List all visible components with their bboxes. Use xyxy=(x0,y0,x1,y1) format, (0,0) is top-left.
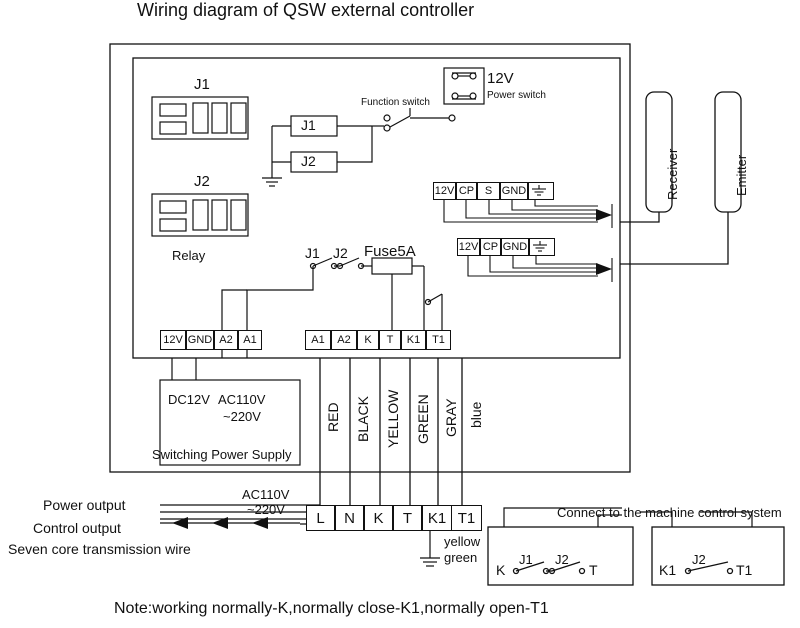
row2-terminal-cp[interactable]: CP xyxy=(480,238,501,256)
label-j2-block: J2 xyxy=(194,173,210,190)
label-j1-coil: J1 xyxy=(301,117,316,133)
right-terminal-a1[interactable]: A1 xyxy=(305,330,331,350)
label-fuse: Fuse5A xyxy=(364,243,416,260)
row2-terminal-12v[interactable]: 12V xyxy=(457,238,480,256)
label-power-switch: Power switch xyxy=(487,90,546,101)
label-yellow-wire: yellow xyxy=(444,534,481,549)
footer-note: Note:working normally-K,normally close-K1,normally open-T1 xyxy=(114,600,549,617)
row1-terminal-12v[interactable]: 12V xyxy=(433,182,456,200)
contact-box-2-left: K1 xyxy=(659,562,677,578)
wire-label-blue: blue xyxy=(468,401,484,428)
label-connect-machine: Connect to the machine control system xyxy=(557,505,782,520)
label-ac110v: AC110V xyxy=(218,392,266,407)
wire-label-black: BLACK xyxy=(355,396,371,442)
label-ac220v-bottom: ~220V xyxy=(247,502,285,517)
page-title: Wiring diagram of QSW external controller xyxy=(137,0,475,20)
row2-terminal-gnd[interactable]: GND xyxy=(501,238,529,256)
wire-label-green: GREEN xyxy=(415,394,431,444)
output-terminal-n[interactable]: N xyxy=(335,505,364,531)
wire-label-red: RED xyxy=(325,402,341,432)
label-j2-coil: J2 xyxy=(301,153,316,169)
label-receiver: Receiver xyxy=(665,148,680,200)
label-ac110v-bottom: AC110V xyxy=(242,487,290,502)
row2-terminal-ground-symbol[interactable] xyxy=(529,238,555,256)
label-relay: Relay xyxy=(172,248,206,263)
row1-terminal-cp[interactable]: CP xyxy=(456,182,477,200)
right-terminal-k[interactable]: K xyxy=(357,330,379,350)
right-terminal-a2[interactable]: A2 xyxy=(331,330,357,350)
label-j2-fuse: J2 xyxy=(333,245,348,261)
label-dc12v: DC12V xyxy=(168,392,210,407)
output-terminal-l[interactable]: L xyxy=(306,505,335,531)
contact-box-2-right: T1 xyxy=(736,562,753,578)
right-terminal-t1[interactable]: T1 xyxy=(426,330,451,350)
row1-terminal-ground-symbol[interactable] xyxy=(528,182,554,200)
label-control-output: Control output xyxy=(33,520,121,536)
contact-box-1-right: T xyxy=(589,562,598,578)
output-terminal-k[interactable]: K xyxy=(364,505,393,531)
left-terminal-12v[interactable]: 12V xyxy=(160,330,186,350)
left-terminal-a1[interactable]: A1 xyxy=(238,330,262,350)
wire-label-gray: GRAY xyxy=(443,398,459,437)
output-terminal-k1[interactable]: K1 xyxy=(422,505,452,531)
label-switching-power-supply: Switching Power Supply xyxy=(152,447,292,462)
wire-label-yellow: YELLOW xyxy=(385,389,401,448)
label-ac220v: ~220V xyxy=(223,409,261,424)
label-seven-core: Seven core transmission wire xyxy=(8,541,191,557)
right-terminal-k1[interactable]: K1 xyxy=(401,330,426,350)
label-green-wire: green xyxy=(444,550,478,565)
contact-box-1-sw1: J1 xyxy=(519,552,533,567)
right-terminal-t[interactable]: T xyxy=(379,330,401,350)
row1-terminal-s[interactable]: S xyxy=(477,182,500,200)
contact-box-1-left: K xyxy=(496,562,506,578)
label-function-switch: Function switch xyxy=(361,97,430,108)
ground-icon xyxy=(529,183,549,197)
contact-box-2-sw: J2 xyxy=(692,552,706,567)
contact-box-1-sw2: J2 xyxy=(555,552,569,567)
row1-terminal-gnd[interactable]: GND xyxy=(500,182,528,200)
output-terminal-t1[interactable]: T1 xyxy=(452,505,482,531)
left-terminal-a2[interactable]: A2 xyxy=(214,330,238,350)
ground-icon xyxy=(530,239,550,253)
left-terminal-gnd[interactable]: GND xyxy=(186,330,214,350)
label-power-output: Power output xyxy=(43,497,126,513)
label-j1-top: J1 xyxy=(194,76,210,93)
label-j1-fuse: J1 xyxy=(305,245,320,261)
label-12v-power: 12V xyxy=(487,70,514,87)
label-emitter: Emitter xyxy=(734,154,749,196)
output-terminal-t[interactable]: T xyxy=(393,505,422,531)
